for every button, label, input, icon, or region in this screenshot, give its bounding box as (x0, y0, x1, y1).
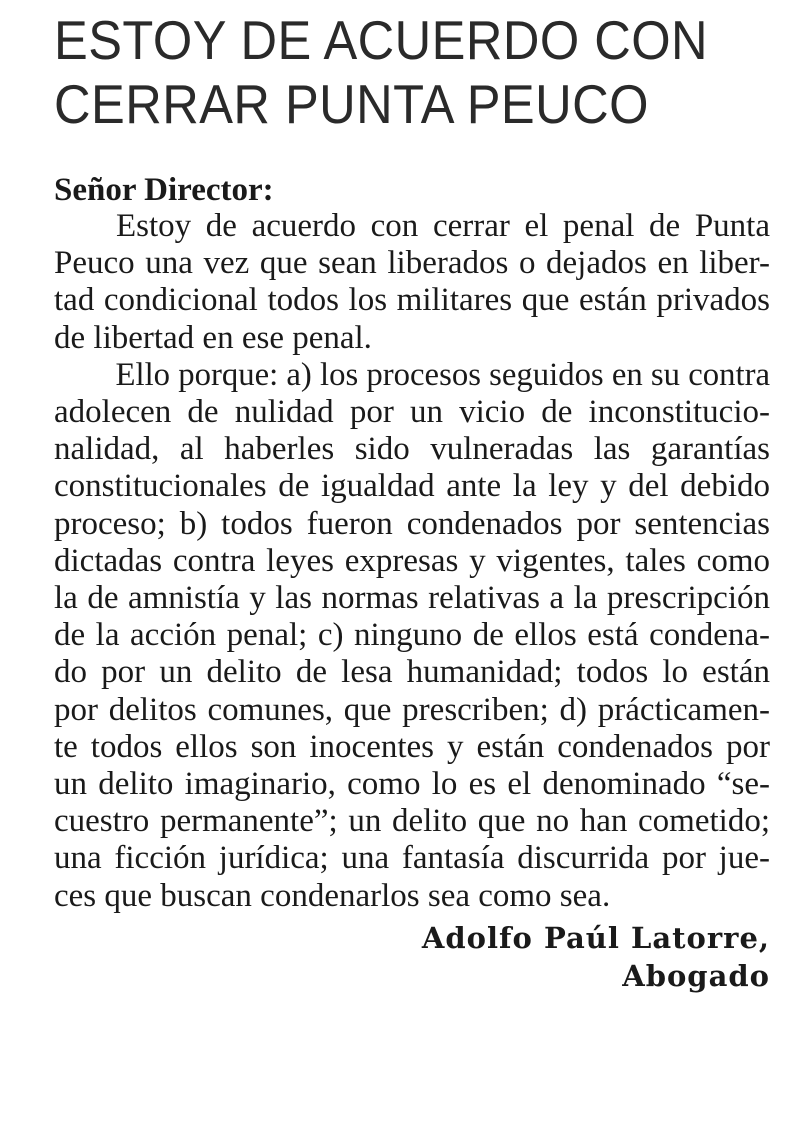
text-line: un delito imaginario, como lo es el denominado “se- (54, 766, 770, 803)
text-line: do por un delito de lesa humanidad; todos lo están (54, 654, 770, 691)
text-line: dictadas contra leyes expresas y vigentes, tales como (54, 542, 770, 579)
letter-body (54, 208, 770, 915)
headline (54, 8, 713, 136)
text-line: la de amnistía y las normas relativas a la prescripción (54, 580, 770, 617)
text-line: Estoy de acuerdo con cerrar el penal de Punta (116, 208, 770, 244)
headline-line-1: ESTOY DE ACUERDO CON (54, 9, 709, 71)
paragraph-1 (54, 208, 770, 357)
text-line: tad condicional todos los militares que están privados (54, 282, 770, 319)
signature-name: Adolfo Paúl Latorre, (421, 920, 770, 955)
text-line: nalidad, al haberles sido vulneradas las garantías (54, 431, 770, 468)
signature-title: Abogado (622, 958, 770, 993)
paragraph-2 (54, 357, 770, 915)
text-line: Peuco una vez que sean liberados o dejados en liber- (54, 245, 770, 282)
text-line: Ello porque: a) los procesos seguidos en su contra (115, 356, 771, 393)
text-line: te todos ellos son inocentes y están condenados por (54, 728, 770, 765)
text-line: proceso; b) todos fueron condenados por sentencias (54, 505, 770, 542)
text-line: una ficción jurídica; una fantasía discurrida por jue- (54, 840, 770, 877)
text-line: de libertad en ese penal. (54, 319, 372, 356)
text-line: adolecen de nulidad por un vicio de inconstitucio- (54, 394, 770, 431)
text-line: ces que buscan condenarlos sea como sea. (54, 877, 611, 914)
salutation: Señor Director: (54, 172, 274, 208)
text-line: de la acción penal; c) ninguno de ellos está condena- (54, 617, 770, 654)
text-line: constitucionales de igualdad ante la ley y del debido (54, 468, 770, 505)
headline-line-2: CERRAR PUNTA PEUCO (54, 73, 649, 135)
signature (54, 919, 770, 995)
letter-article (54, 8, 770, 995)
text-line: cuestro permanente”; un delito que no han cometido; (54, 803, 770, 840)
text-line: por delitos comunes, que prescriben; d) prácticamen- (54, 691, 770, 728)
